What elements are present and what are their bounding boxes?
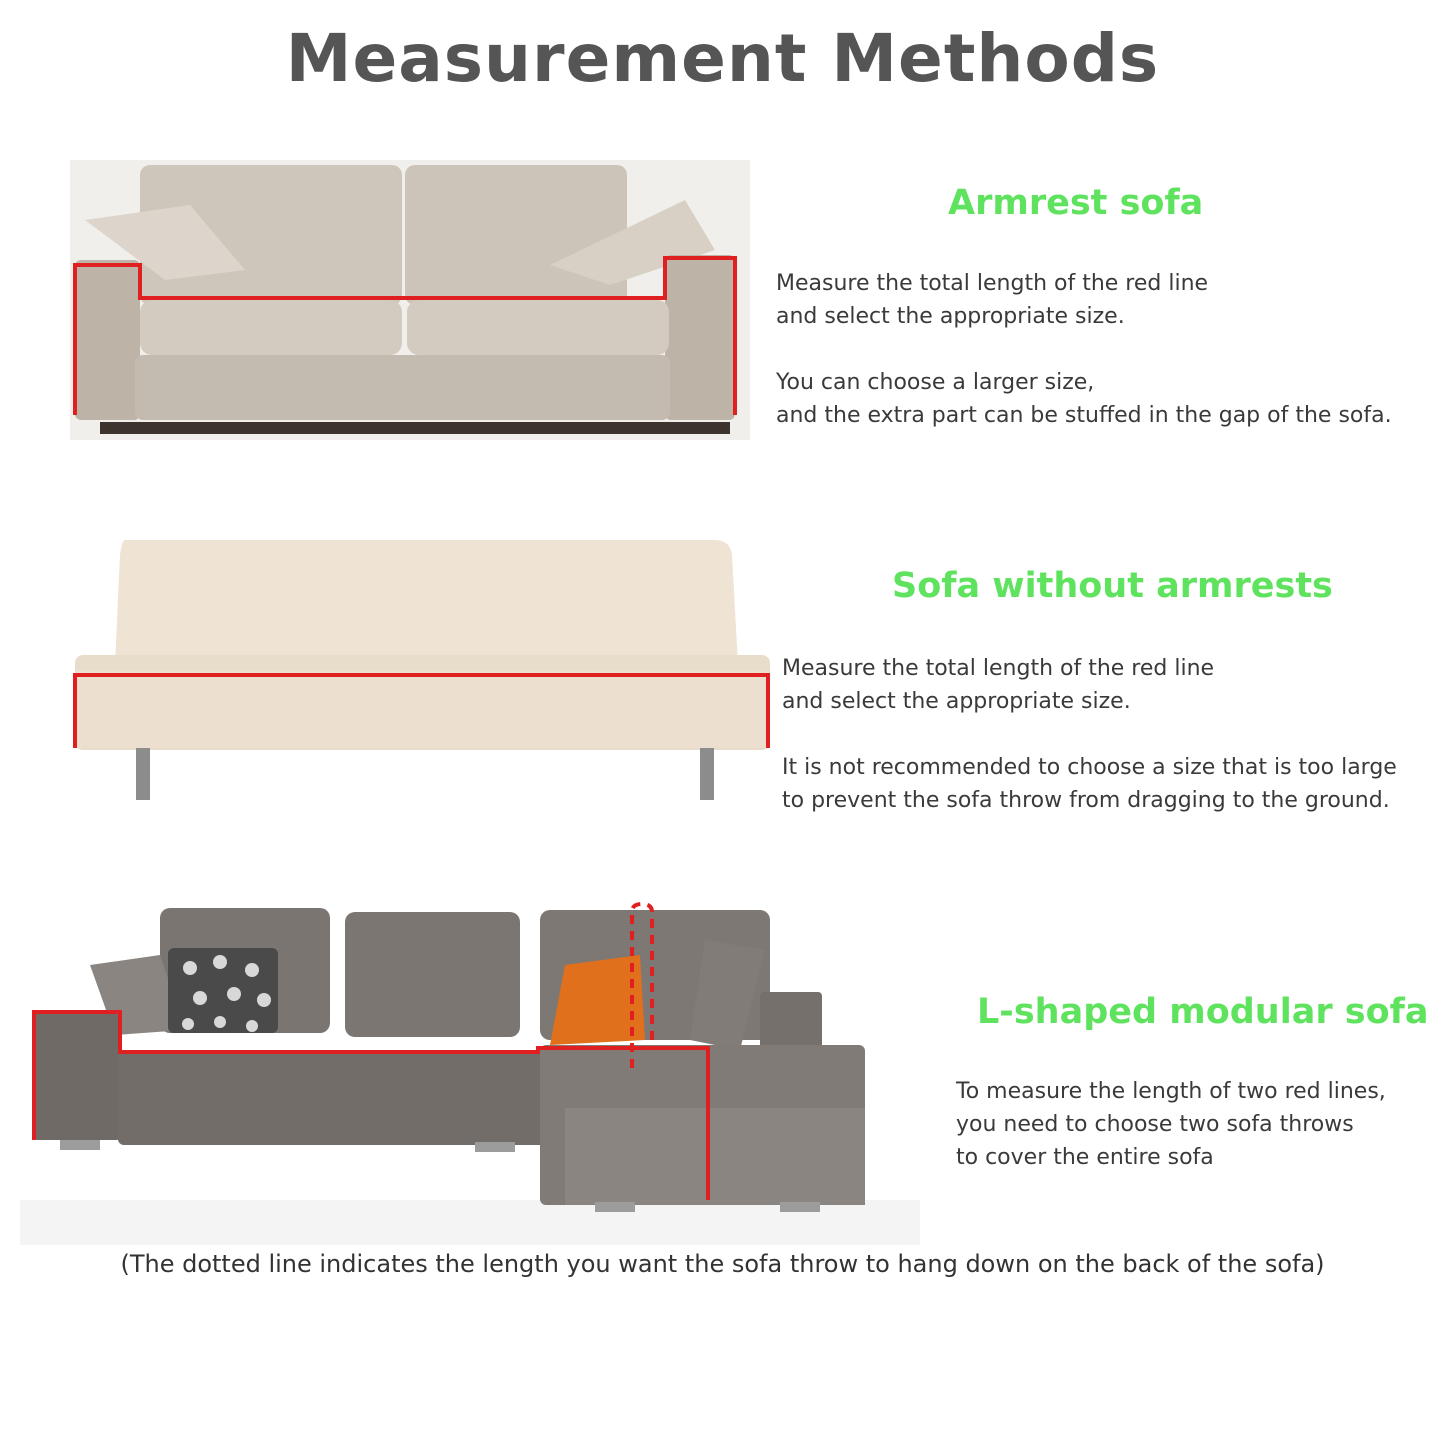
text-line: You can choose a larger size,: [776, 370, 1095, 395]
text-line: Measure the total length of the red line: [776, 271, 1209, 296]
section-text-armrest: [776, 267, 1392, 432]
section-heading-armrest: Armrest sofa: [948, 183, 1204, 223]
text-line: It is not recommended to choose a size that is too large: [782, 755, 1397, 780]
text-line: To measure the length of two red lines,: [956, 1079, 1386, 1104]
section-heading-l-shaped: L-shaped modular sofa: [977, 992, 1429, 1032]
text-line: and select the appropriate size.: [782, 689, 1131, 714]
text-line: and select the appropriate size.: [776, 304, 1125, 329]
armrest-sofa-image: [70, 160, 750, 440]
section-heading-armless: Sofa without armrests: [892, 566, 1333, 606]
armless-sofa-image: [70, 535, 780, 805]
text-line: to cover the entire sofa: [956, 1145, 1214, 1170]
footnote: (The dotted line indicates the length you want the sofa throw to hang down on the back of the sofa): [120, 1250, 1325, 1278]
text-line: and the extra part can be stuffed in the gap of the sofa.: [776, 403, 1392, 428]
section-text-armless: [782, 652, 1397, 817]
section-text-l-shaped: [956, 1075, 1386, 1174]
text-line: to prevent the sofa throw from dragging to the ground.: [782, 788, 1390, 813]
l-shaped-sofa-image: [20, 900, 920, 1245]
text-line: Measure the total length of the red line: [782, 656, 1215, 681]
page-title: Measurement Methods: [285, 20, 1160, 97]
text-line: you need to choose two sofa throws: [956, 1112, 1354, 1137]
